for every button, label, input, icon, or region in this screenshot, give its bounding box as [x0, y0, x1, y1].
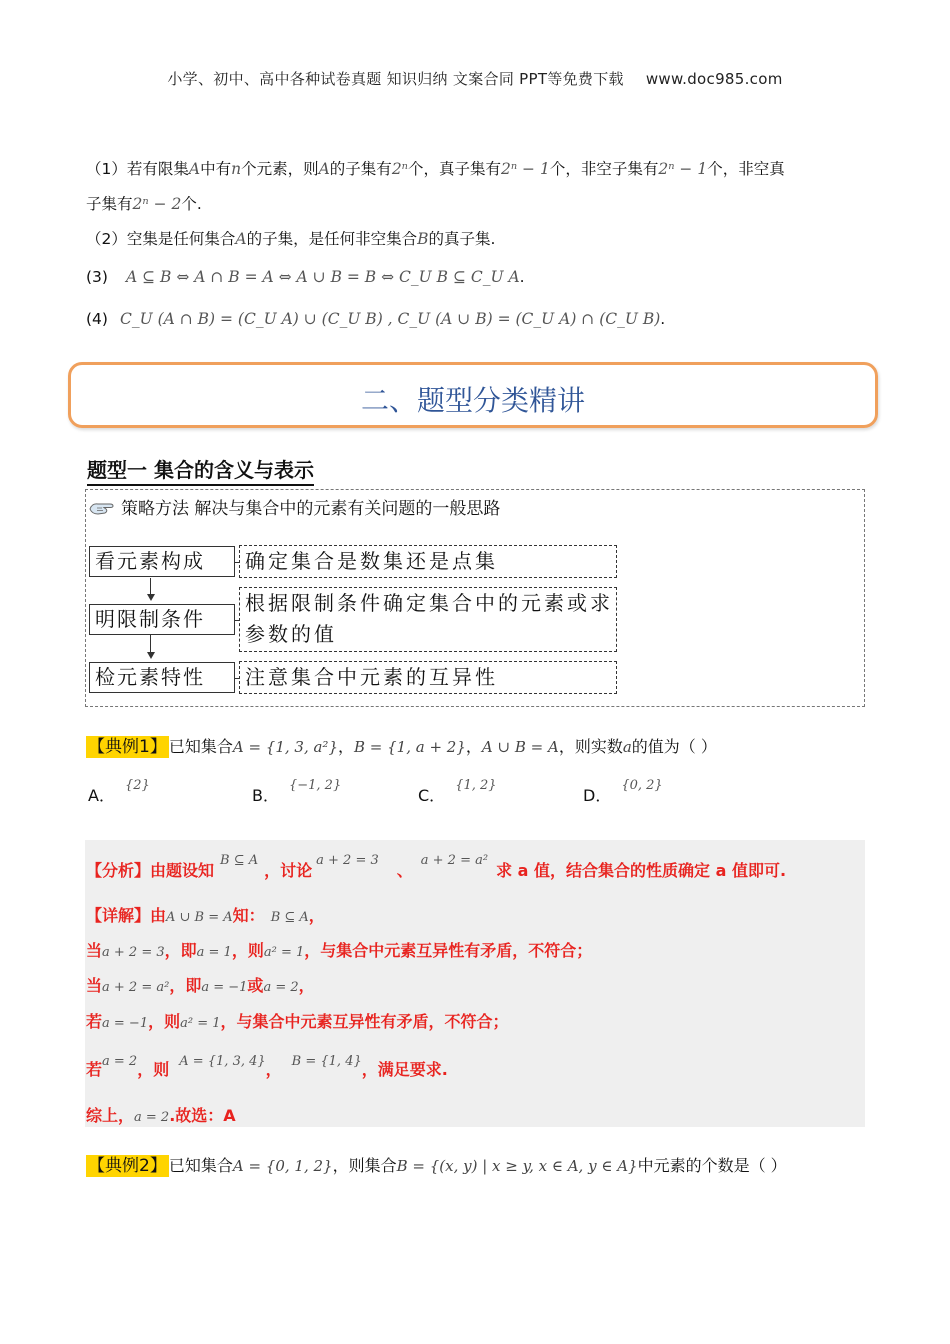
example-1-tag: 【典例1】: [88, 737, 167, 757]
rule-4: (4) C_U (A ∩ B) = (C_U A) ∪ (C_U B) , C_U (A ∪ B) = (C_U A) ∩ (C_U B).: [86, 310, 666, 328]
flow-step-2-box: 明限制条件: [89, 604, 235, 635]
flow-step-2-note: 根据限制条件确定集合中的元素或求 参数的值: [239, 587, 617, 652]
rule-4-formula: C_U (A ∩ B) = (C_U A) ∪ (C_U B) , C_U (A ∪ B) = (C_U A) ∩ (C_U B): [119, 310, 661, 328]
example-1-option-a[interactable]: A．$^{\{2\}}$: [88, 778, 150, 805]
example-1-option-d[interactable]: D．$^{\{0, 2\}}$: [583, 778, 663, 805]
rule-3: (3) A ⊆ B ⇔ A ∩ B = A ⇔ A ∪ B = B ⇔ C_U B ⊆ C_U A.: [86, 268, 525, 286]
flow-arrow-1-head: [147, 594, 155, 601]
example-1-question: 【典例1】 已知集合A = {1, 3, a²}，B = {1, a + 2}，A ∪ B = A，则实数a的值为（ ）: [88, 737, 717, 757]
flow-arrow-2-head: [147, 652, 155, 659]
header-text: 小学、初中、高中各种试卷真题 知识归纳 文案合同 PPT等免费下载: [167, 70, 624, 88]
section-title-box: [68, 362, 878, 428]
flow-step-3-note: 注意集合中元素的互异性: [239, 661, 617, 694]
detail-line-3: 当a + 2 = a²，即a = −1或a = 2，: [86, 976, 315, 995]
detail-line-5: 若a = 2，则 A = {1, 3, 4}， B = {1, 4}，满足要求.: [86, 1054, 448, 1079]
flow-step-3-box: 检元素特性: [89, 662, 235, 693]
flow-step-1-box: 看元素构成: [89, 546, 235, 577]
rule-1-line-1: （1）若有限集A中有n个元素，则A的子集有2ⁿ个，真子集有2ⁿ − 1个，非空子集有2ⁿ − 1个，非空真: [86, 160, 785, 178]
example-1-option-c[interactable]: C．$^{\{1, 2\}}$: [418, 778, 497, 805]
section-title: 二、题型分类精讲: [360, 384, 585, 417]
rule-2: （2）空集是任何集合A的子集，是任何非空集合B的真子集.: [86, 230, 496, 248]
header-url[interactable]: www.doc985.com: [645, 70, 783, 88]
type-1-title: 题型一 集合的含义与表示: [87, 454, 314, 486]
example-1-option-b[interactable]: B．$^{\{-1, 2\}}$: [252, 778, 342, 805]
example-2-tag: 【典例2】: [88, 1156, 167, 1176]
flow-step-1-note: 确定集合是数集还是点集: [239, 545, 617, 578]
detail-line-2: 当a + 2 = 3，即a = 1，则a² = 1，与集合中元素互异性有矛盾，不符合；: [86, 941, 593, 960]
detail-conclusion: 综上，a = 2.故选：A: [86, 1106, 236, 1125]
page-header: [0, 68, 950, 89]
hand-pointing-icon: [88, 499, 118, 522]
rule-3-formula: A ⊆ B ⇔ A ∩ B = A ⇔ A ∪ B = B ⇔ C_U B ⊆ C_U A: [125, 268, 520, 286]
detail-line-4: 若a = −1，则a² = 1，与集合中元素互异性有矛盾，不符合；: [86, 1012, 509, 1031]
detail-line-1: 【详解】由A ∪ B = A知： B ⊆ A，: [86, 906, 325, 925]
example-2-question: 【典例2】 已知集合A = {0, 1, 2}，则集合B = {(x, y) | x ≥ y, x ∈ A, y ∈ A}中元素的个数是（ ）: [88, 1156, 787, 1176]
analysis-line: 【分析】由题设知B ⊆ A，讨论a + 2 = 3、a + 2 = a²求 a 值，结合集合的性质确定 a 值即可.: [86, 853, 787, 880]
strategy-heading: 策略方法 解决与集合中的元素有关问题的一般思路: [88, 494, 500, 522]
rule-1-line-2: 子集有2ⁿ − 2个.: [86, 195, 202, 213]
